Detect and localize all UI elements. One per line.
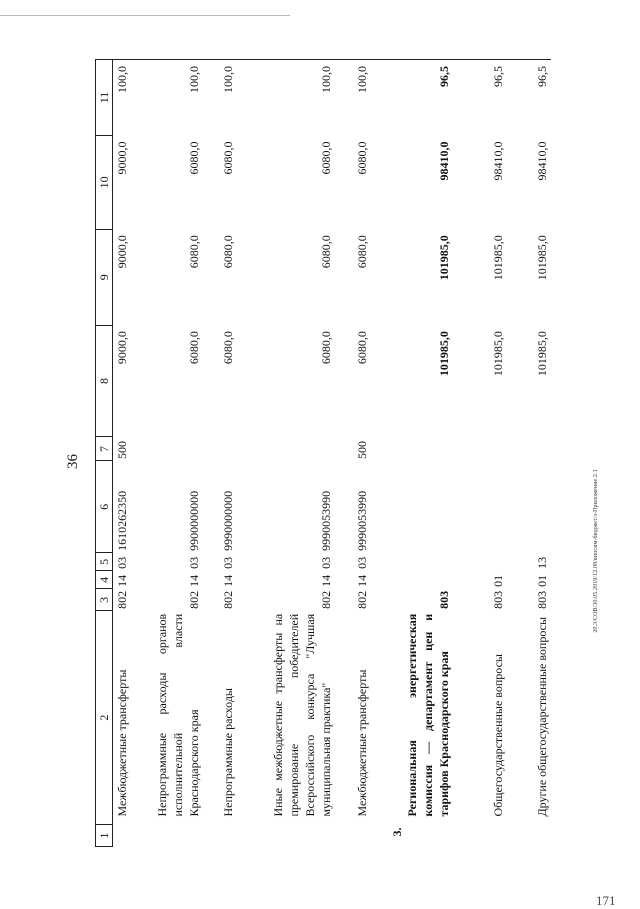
cell-percent: 96,5	[371, 60, 453, 136]
cell-approved: 6080,0	[220, 331, 235, 365]
cell-approved: 101985,0	[490, 331, 505, 377]
table-row	[335, 60, 371, 847]
cell-pr: 13	[534, 556, 549, 569]
cell-rz	[371, 571, 453, 589]
cell-csr: 9990053990	[354, 490, 369, 551]
col-header-8: 8	[96, 325, 113, 437]
cell-ved: 802	[220, 590, 235, 609]
cell-approved: 101985,0	[534, 331, 549, 377]
budget-table-rotated	[95, 59, 602, 847]
cell-percent: 100,0	[335, 60, 371, 136]
col-header-5: 5	[96, 553, 113, 571]
cell-rz: 14	[186, 574, 201, 587]
cell-pr: 03	[115, 556, 129, 569]
row-name: Межбюджетные трансферты	[115, 669, 129, 817]
row-name: Иные межбюджетные трансферты на премирование победителей Всероссийского конкурса "Лучшая муниципальная практика"	[270, 613, 333, 817]
cell-vr	[237, 437, 335, 461]
cell-percent: 96,5	[507, 60, 551, 136]
cell-pr: 03	[318, 556, 333, 569]
cell-ved: 802	[354, 590, 369, 609]
scan-top-rule	[0, 15, 290, 16]
cell-refined: 6080,0	[354, 235, 369, 269]
col-header-11: 11	[96, 60, 113, 136]
row-index	[113, 825, 139, 847]
table-row	[113, 60, 139, 847]
cell-csr: 1610262350	[115, 490, 129, 551]
col-header-10: 10	[96, 135, 113, 229]
cell-percent: 100,0	[237, 60, 335, 136]
col-header-3: 3	[96, 589, 113, 611]
cell-percent: 100,0	[113, 60, 139, 136]
cell-executed: 98410,0	[534, 141, 549, 181]
row-index	[507, 825, 551, 847]
cell-pr: 03	[186, 556, 201, 569]
cell-csr: 9900000000	[186, 490, 201, 551]
page-number: 36	[65, 454, 81, 469]
cell-percent: 100,0	[203, 60, 237, 136]
cell-refined: 6080,0	[186, 235, 201, 269]
cell-rz: 01	[534, 574, 549, 587]
cell-refined: 101985,0	[436, 235, 451, 281]
cell-csr: 9990000000	[220, 490, 235, 551]
cell-csr	[453, 461, 507, 553]
table-row	[507, 60, 551, 847]
header-row	[96, 60, 113, 847]
col-header-2: 2	[96, 611, 113, 825]
cell-executed: 6080,0	[186, 141, 201, 175]
cell-ved: 802	[318, 590, 333, 609]
col-header-6: 6	[96, 461, 113, 553]
cell-refined: 101985,0	[490, 235, 505, 281]
row-index	[237, 825, 335, 847]
row-name: Непрограммные расходы органов исполнительной власти Краснодарского края	[154, 613, 201, 817]
cell-rz: 01	[490, 574, 505, 587]
cell-executed: 6080,0	[354, 141, 369, 175]
cell-refined: 9000,0	[115, 235, 129, 269]
cell-vr	[507, 437, 551, 461]
table-row	[453, 60, 507, 847]
cell-csr	[507, 461, 551, 553]
row-index	[203, 825, 237, 847]
cell-ved: 803	[436, 590, 451, 609]
cell-pr: 03	[220, 556, 235, 569]
cell-vr	[453, 437, 507, 461]
cell-rz: 14	[354, 574, 369, 587]
row-name: Межбюджетные трансферты	[354, 669, 369, 817]
budget-table	[95, 59, 551, 847]
cell-percent: 96,5	[453, 60, 507, 136]
cell-pr	[453, 553, 507, 571]
cell-rz: 14	[220, 574, 235, 587]
col-header-9: 9	[96, 229, 113, 325]
table-row	[139, 60, 203, 847]
cell-executed: 98410,0	[436, 141, 451, 181]
cell-executed: 98410,0	[490, 141, 505, 181]
cell-rz: 14	[318, 574, 333, 587]
row-index: 3.	[389, 827, 404, 837]
cell-vr	[203, 437, 237, 461]
cell-csr	[371, 461, 453, 553]
cell-csr: 9990053990	[318, 490, 333, 551]
table-row	[371, 60, 453, 847]
cell-pr	[371, 553, 453, 571]
row-name: Другие общегосударственные вопросы	[534, 616, 549, 817]
row-index	[453, 825, 507, 847]
row-index	[335, 825, 371, 847]
row-name: Региональная энергетическая комиссия — департамент цен и тарифов Краснодарского края	[404, 613, 451, 817]
cell-refined: 6080,0	[220, 235, 235, 269]
corner-handwritten-mark: 171	[596, 893, 616, 908]
row-name: Непрограммные расходы	[220, 688, 235, 817]
file-path-footer: 20.3/СОВ/30.05.2019/12.08/вносим-бюджет/з-Приложение 2.1	[593, 469, 599, 633]
col-header-7: 7	[96, 437, 113, 461]
cell-approved: 6080,0	[318, 331, 333, 365]
cell-pr: 03	[354, 556, 369, 569]
cell-ved: 802	[115, 590, 129, 609]
cell-ved: 803	[534, 590, 549, 609]
col-header-1: 1	[96, 825, 113, 847]
cell-approved: 6080,0	[186, 331, 201, 365]
cell-ved: 802	[186, 590, 201, 609]
table-row	[203, 60, 237, 847]
cell-vr	[371, 437, 453, 461]
cell-refined: 101985,0	[534, 235, 549, 281]
table-row	[237, 60, 335, 847]
cell-executed: 6080,0	[220, 141, 235, 175]
cell-vr	[139, 437, 203, 461]
row-name: Общегосударственные вопросы	[490, 654, 505, 817]
cell-approved: 101985,0	[436, 331, 451, 377]
row-index	[139, 825, 203, 847]
cell-vr: 500	[354, 440, 369, 459]
cell-percent: 100,0	[139, 60, 203, 136]
col-header-4: 4	[96, 571, 113, 589]
cell-rz: 14	[115, 574, 129, 587]
cell-refined: 6080,0	[318, 235, 333, 269]
cell-vr: 500	[115, 440, 129, 459]
cell-executed: 6080,0	[318, 141, 333, 175]
cell-approved: 6080,0	[354, 331, 369, 365]
cell-approved: 9000,0	[115, 331, 129, 365]
cell-executed: 9000,0	[115, 141, 129, 175]
cell-ved: 803	[490, 590, 505, 609]
